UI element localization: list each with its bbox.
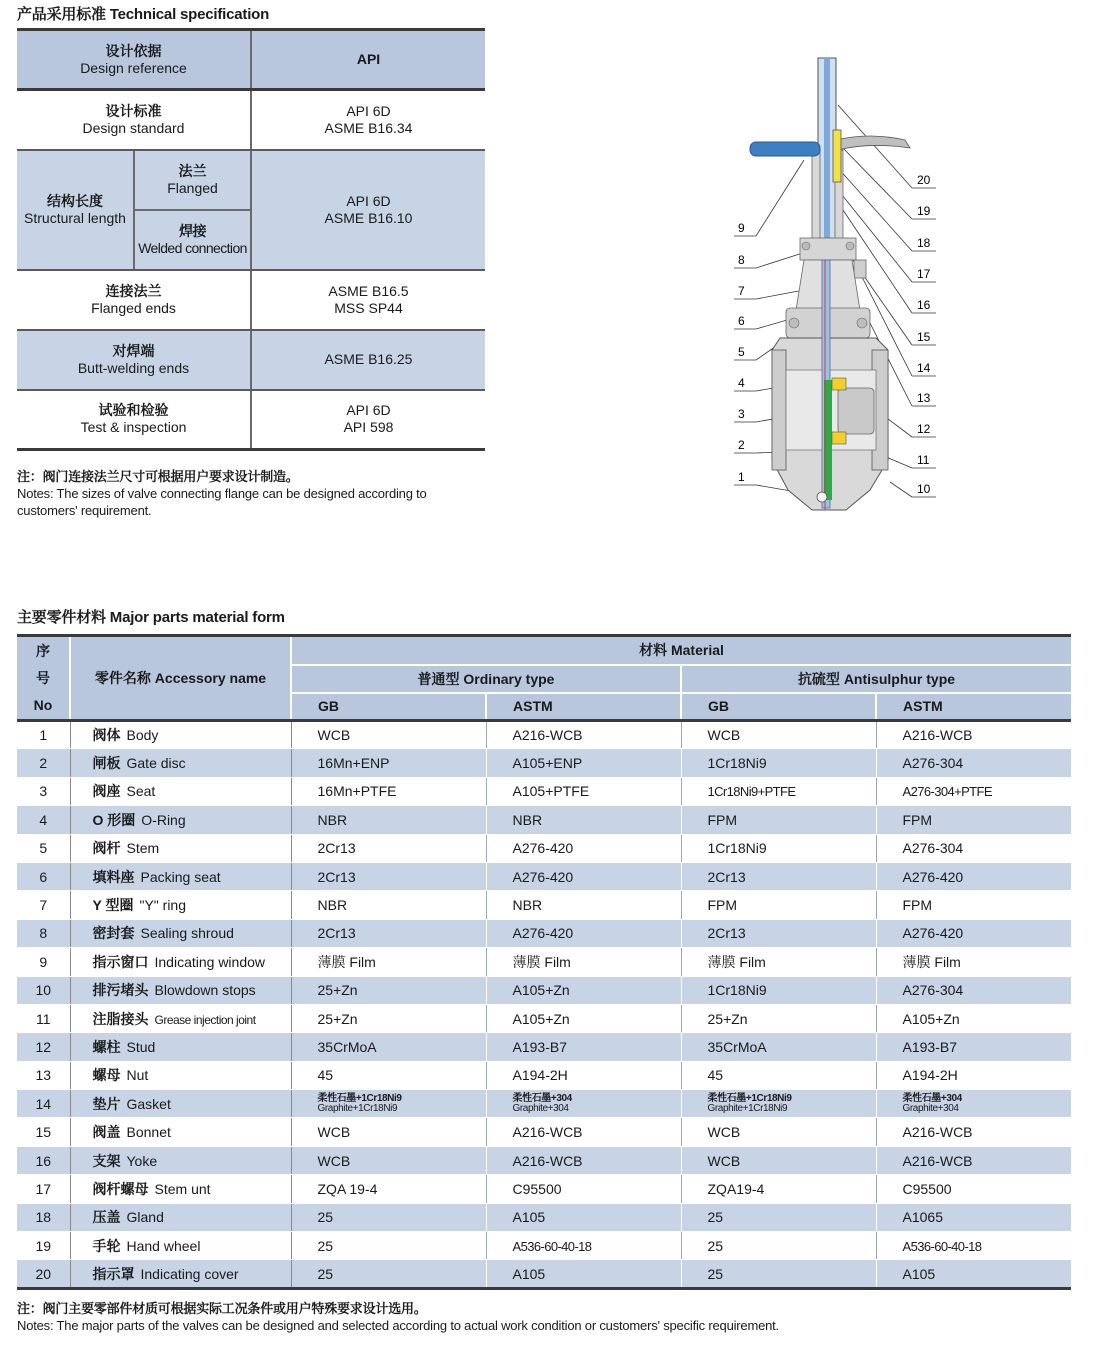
part-name-en: Packing seat [140,868,221,885]
material-value: 薄膜 Film [902,953,961,970]
part-label: 3 [738,407,745,421]
part-label: 6 [738,314,745,328]
row-number: 17 [35,1180,52,1197]
part-name-zh: 螺母 [92,1067,121,1084]
parts-table [17,634,1071,1290]
material-value: A216-WCB [902,727,973,744]
part-name-zh: O 形圈 [92,811,136,828]
part-label: 20 [917,173,931,187]
parts-title: 主要零件材料 Major parts material form [17,609,285,626]
material-value: WCB [707,1152,741,1169]
col-name-header: 零件名称 Accessory name [70,636,291,721]
part-name-zh: 阀杆 [92,840,121,857]
row-number: 2 [39,755,48,772]
material-value: 35CrMoA [707,1038,767,1055]
material-value: WCB [317,1124,351,1141]
material-value: NBR [317,811,348,828]
spec-row-flanged-ends: 连接法兰 Flanged ends ASME B16.5 MSS SP44 [17,270,485,330]
row-number: 3 [39,783,48,800]
part-name-en: Seat [126,783,156,800]
material-value: 2Cr13 [707,925,746,942]
table-row [17,834,1071,862]
spec-row-design-standard: 设计标准 Design standard API 6D ASME B16.34 [17,90,485,150]
part-name-zh: 阀体 [92,727,121,744]
material-value: A216-WCB [902,1124,973,1141]
material-value: 25 [707,1265,724,1282]
table-row [17,1090,1071,1118]
part-label: 19 [917,204,931,218]
material-value: 2Cr13 [317,840,356,857]
spec-row-butt-welding: 对焊端 Butt-welding ends ASME B16.25 [17,330,485,390]
part-name-en: Bonnet [126,1124,171,1141]
material-value: 25+Zn [707,1010,748,1027]
material-value: A536-60-40-18 [902,1238,982,1254]
material-value: NBR [317,897,348,914]
material-value: 25 [707,1237,724,1254]
table-row [17,777,1071,805]
col-gb2-header: GB [681,693,876,721]
leader-line [841,146,912,219]
material-value: 25 [317,1265,334,1282]
part-label: 7 [738,284,745,298]
part-name-en: Gate disc [126,755,186,772]
material-value: FPM [707,811,738,828]
material-value: 1Cr18Ni9 [707,840,767,857]
material-value: A105+Zn [512,982,570,999]
table-row [17,806,1071,834]
material-value: 柔性石墨+1Cr18Ni9 [317,1092,402,1104]
table-row [17,1118,1071,1146]
spec-note: 注：阀门连接法兰尺寸可根据用户要求设计制造。 Notes: The sizes of valve connecting flange can be designed according to customers' requirement. [17,469,427,518]
row-number: 10 [35,982,52,999]
material-value: 1Cr18Ni9+PTFE [707,784,796,800]
material-value: 2Cr13 [707,868,746,885]
part-label: 12 [917,422,931,436]
table-row [17,948,1071,976]
spec-row-structural-length: 结构长度 Structural length 法兰 Flanged API 6D ASME B16.10 [17,150,485,210]
row-number: 12 [35,1038,52,1055]
material-value: A105+PTFE [512,783,590,800]
col-astm2-header: ASTM [876,693,1071,721]
material-value: A536-60-40-18 [512,1238,592,1254]
part-name-zh: 阀盖 [92,1124,121,1141]
material-value: A276-420 [512,840,574,857]
row-number: 9 [39,953,48,970]
part-name-en: Gasket [126,1095,171,1112]
row-number: 7 [39,897,48,914]
material-value: Graphite+304 [902,1102,959,1114]
material-value: 2Cr13 [317,868,356,885]
part-name-zh: 垫片 [92,1095,121,1112]
material-value: 25 [317,1209,334,1226]
part-label: 5 [738,345,745,359]
part-label: 18 [917,236,931,250]
part-label: 9 [738,221,745,235]
table-row [17,891,1071,919]
table-row [17,749,1071,777]
material-value: A276-420 [902,925,964,942]
part-label: 8 [738,253,745,267]
part-name-zh: 阀杆螺母 [92,1180,149,1197]
row-number: 5 [39,840,48,857]
table-row [17,862,1071,890]
material-value: WCB [317,1152,351,1169]
leader-line [756,290,804,299]
material-value: A216-WCB [512,727,583,744]
part-label: 17 [917,267,931,281]
row-number: 18 [35,1209,52,1226]
spec-flanged-label: 法兰 Flanged [134,150,251,210]
table-row [17,1232,1071,1260]
material-value: FPM [902,897,933,914]
material-value: 25+Zn [317,982,358,999]
part-name-zh: 手轮 [92,1237,121,1254]
row-number: 8 [39,925,48,942]
row-number: 19 [35,1237,52,1254]
material-value: A216-WCB [512,1152,583,1169]
part-label: 15 [917,330,931,344]
part-name-en: Indicating window [154,953,266,970]
leader-line [756,160,804,236]
part-name-zh: 支架 [92,1152,121,1169]
material-value: A216-WCB [512,1124,583,1141]
spec-header-row [17,30,485,90]
spec-header-value: API [251,30,485,90]
material-value: A276-304 [902,982,964,999]
material-value: A194-2H [902,1067,958,1084]
part-name-zh: 密封套 [92,925,135,942]
material-value: C95500 [902,1180,952,1197]
material-value: A276-304 [902,840,964,857]
material-value: 25 [707,1209,724,1226]
material-value: 2Cr13 [317,925,356,942]
part-name-en: "Y" ring [139,897,186,914]
material-value: 16Mn+ENP [317,755,390,772]
part-label: 14 [917,361,931,375]
material-value: FPM [707,897,738,914]
spec-welded-label: 焊接 Welded connection [134,210,251,270]
material-value: A105 [512,1209,546,1226]
table-row [17,1175,1071,1203]
row-number: 11 [35,1010,51,1027]
material-value: 柔性石墨+304 [512,1092,572,1104]
part-name-en: O-Ring [141,811,186,828]
material-value: 25 [317,1237,334,1254]
part-name-zh: 注脂接头 [92,1010,149,1027]
part-label: 13 [917,391,931,405]
material-value: A1065 [902,1209,943,1226]
col-ordinary-header: 普通型 Ordinary type [291,665,681,693]
part-name-zh: 阀座 [92,783,121,800]
material-value: A105+Zn [512,1010,570,1027]
row-number: 1 [39,727,48,744]
material-value: ZQA19-4 [707,1180,765,1197]
row-number: 6 [39,868,48,885]
material-value: WCB [707,727,741,744]
part-label: 4 [738,376,745,390]
table-row [17,1260,1071,1288]
row-number: 13 [35,1067,52,1084]
material-value: ZQA 19-4 [317,1180,378,1197]
table-row [17,721,1071,749]
material-value: 柔性石墨+304 [902,1092,962,1104]
row-number: 20 [35,1265,52,1282]
material-value: 薄膜 Film [512,953,571,970]
material-value: 柔性石墨+1Cr18Ni9 [707,1092,792,1104]
spec-header-label: 设计依据 Design reference [17,30,251,90]
spec-row-test: 试验和检验 Test & inspection API 6D API 598 [17,390,485,450]
row-number: 4 [39,811,48,828]
part-name-en: Gland [126,1209,164,1226]
part-label: 11 [917,453,930,467]
part-name-en: Stud [126,1038,156,1055]
part-name-zh: Y 型圈 [92,897,134,914]
material-value: A105 [902,1265,936,1282]
material-value: 45 [707,1067,724,1084]
material-value: WCB [317,727,351,744]
material-value: 1Cr18Ni9 [707,982,767,999]
material-value: Graphite+304 [512,1102,569,1114]
row-number: 14 [35,1095,52,1112]
part-name-en: Stem [126,840,160,857]
part-label: 10 [917,482,931,496]
material-value: 薄膜 Film [707,953,766,970]
parts-note: 注：阀门主要零部件材质可根据实际工况条件或用户特殊要求设计选用。 Notes: The major parts of the valves can be designed and selected according to actual work condition or customers' specific requirement. [17,1301,779,1333]
table-row [17,1061,1071,1089]
spec-table [17,28,485,451]
part-label: 1 [738,470,745,484]
material-value: A105+Zn [902,1010,960,1027]
material-value: 1Cr18Ni9 [707,755,767,772]
material-value: 35CrMoA [317,1038,377,1055]
table-row [17,1203,1071,1231]
leader-line [890,482,912,497]
material-value: A216-WCB [902,1152,973,1169]
table-row [17,1146,1071,1174]
row-number: 15 [35,1124,52,1141]
material-value: A276-420 [902,868,964,885]
material-value: NBR [512,811,543,828]
material-value: Graphite+1Cr18Ni9 [707,1102,788,1114]
material-value: C95500 [512,1180,562,1197]
material-value: A276-304+PTFE [902,784,992,800]
part-name-en: Stem unt [154,1180,211,1197]
col-material-header: 材料 Material [291,636,1071,665]
part-name-zh: 指示罩 [92,1265,135,1282]
material-value: A193-B7 [512,1038,567,1055]
part-name-zh: 排污堵头 [92,982,149,999]
col-antisulphur-header: 抗硫型 Antisulphur type [681,665,1071,693]
parts-table-body [17,721,1071,1289]
part-name-en: Sealing shroud [140,925,234,942]
material-value: A193-B7 [902,1038,957,1055]
col-gb1-header: GB [291,693,486,721]
material-value: 薄膜 Film [317,953,376,970]
col-astm1-header: ASTM [486,693,681,721]
material-value: NBR [512,897,543,914]
row-number: 16 [35,1152,52,1169]
part-name-en: Blowdown stops [154,982,256,999]
spec-title: 产品采用标准 Technical specification [17,6,270,23]
part-name-zh: 螺柱 [92,1038,121,1055]
part-name-zh: 填料座 [92,868,135,885]
material-value: A105+ENP [512,755,583,772]
part-name-en: Grease injection joint [154,1012,256,1027]
table-row [17,1033,1071,1061]
part-name-zh: 闸板 [92,755,121,772]
part-name-en: Hand wheel [126,1237,201,1254]
part-name-en: Indicating cover [140,1265,239,1282]
material-value: WCB [707,1124,741,1141]
material-value: FPM [902,811,933,828]
part-name-en: Nut [126,1067,149,1084]
part-name-en: Yoke [126,1152,158,1169]
col-no-header: 序 号 No [17,636,70,721]
table-row [17,976,1071,1004]
material-value: Graphite+1Cr18Ni9 [317,1102,398,1114]
part-name-en: Body [126,727,159,744]
table-row [17,919,1071,947]
material-value: A276-304 [902,755,964,772]
material-value: 16Mn+PTFE [317,783,397,800]
part-label: 16 [917,298,931,312]
material-value: A276-420 [512,868,574,885]
part-name-zh: 指示窗口 [92,953,149,970]
material-value: 25+Zn [317,1010,358,1027]
material-value: A276-420 [512,925,574,942]
table-row [17,1004,1071,1032]
material-value: 45 [317,1067,334,1084]
part-label: 2 [738,438,745,452]
material-value: A105 [512,1265,546,1282]
part-name-zh: 压盖 [92,1209,121,1226]
valve-cross-section-diagram [720,50,980,530]
material-value: A194-2H [512,1067,568,1084]
